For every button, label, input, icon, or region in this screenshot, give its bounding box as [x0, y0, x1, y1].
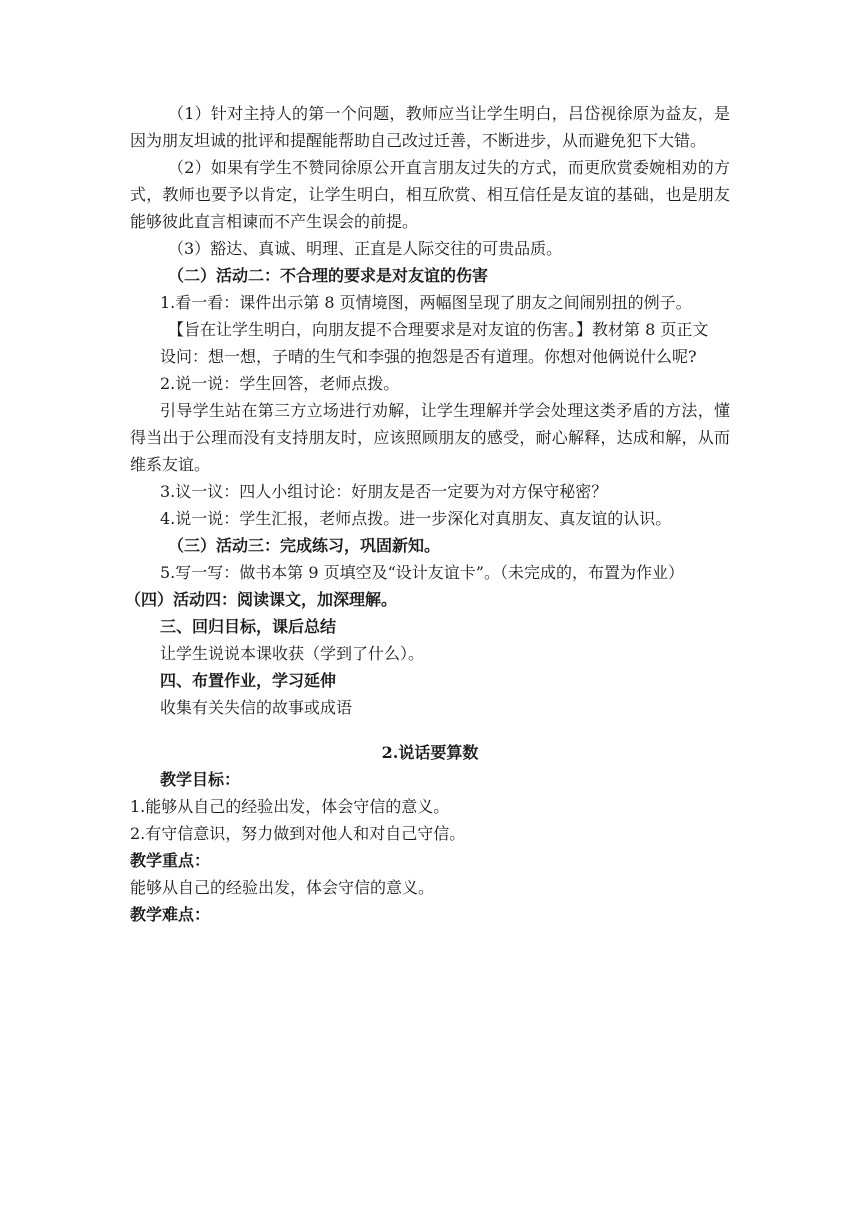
paragraph-report: 4.说一说：学生汇报，老师点拨。进一步深化对真朋友、真友谊的认识。	[160, 509, 672, 528]
paragraph-homework: 收集有关失信的故事或成语	[160, 698, 353, 717]
paragraph-point-1: （1）针对主持人的第一个问题，教师应当让学生明白，吕岱视徐原为益友，是因为朋友坦诚的批评和提醒能帮助自己改过迁善，不断进步，从而避免犯下大错。	[130, 104, 730, 150]
paragraph-point-2: （2）如果有学生不赞同徐原公开直言朋友过失的方式，而更欣赏委婉相劝的方式，教师也要予以肯定，让学生明白，相互欣赏、相互信任是友谊的基础，也是朋友能够彼此直言相谏而不产生误会的前提。	[130, 158, 730, 231]
heading-activity-4: （四）活动四：阅读课文，加深理解。	[125, 590, 398, 609]
paragraph-summary: 让学生说说本课收获（学到了什么）。	[160, 644, 425, 663]
heading-section-4: 四、布置作业，学习延伸	[160, 671, 337, 690]
teaching-key-text: 能够从自己的经验出发，体会守信的意义。	[130, 878, 435, 897]
paragraph-say: 2.说一说：学生回答，老师点拨。	[160, 374, 400, 393]
paragraph-purpose: 【旨在让学生明白，向朋友提不合理要求是对友谊的伤害。】教材第 8 页正文	[168, 320, 709, 339]
teaching-goal-1: 1.能够从自己的经验出发，体会守信的意义。	[130, 797, 450, 816]
teaching-goals-heading: 教学目标：	[160, 770, 241, 789]
heading-activity-3: （三）活动三：完成练习，巩固新知。	[168, 536, 441, 555]
paragraph-guide: 引导学生站在第三方立场进行劝解，让学生理解并学会处理这类矛盾的方法，懂得当出于公理而没有支持朋友时，应该照顾朋友的感受，耐心解释，达成和解，从而维系友谊。	[130, 401, 730, 474]
paragraph-question: 设问：想一想，子晴的生气和李强的抱怨是否有道理。你想对他俩说什么呢?	[160, 347, 697, 366]
document-page	[125, 100, 730, 928]
teaching-goal-2: 2.有守信意识，努力做到对他人和对自己守信。	[130, 824, 466, 843]
teaching-difficulty-heading: 教学难点：	[130, 905, 211, 924]
paragraph-discuss: 3.议一议：四人小组讨论：好朋友是否一定要为对方保守秘密？	[160, 482, 608, 501]
paragraph-point-3: （3）豁达、真诚、明理、正直是人际交往的可贵品质。	[168, 239, 563, 258]
heading-section-3: 三、回归目标，课后总结	[160, 617, 337, 636]
lesson-title: 2.说话要算数	[381, 743, 479, 762]
paragraph-look: 1.看一看：课件出示第 8 页情境图，两幅图呈现了朋友之间闹别扭的例子。	[160, 293, 692, 312]
heading-activity-2: （二）活动二：不合理的要求是对友谊的伤害	[168, 266, 489, 285]
teaching-key-heading: 教学重点：	[130, 851, 211, 870]
paragraph-write: 5.写一写：做书本第 9 页填空及“设计友谊卡”。（未完成的，布置为作业）	[160, 563, 684, 582]
